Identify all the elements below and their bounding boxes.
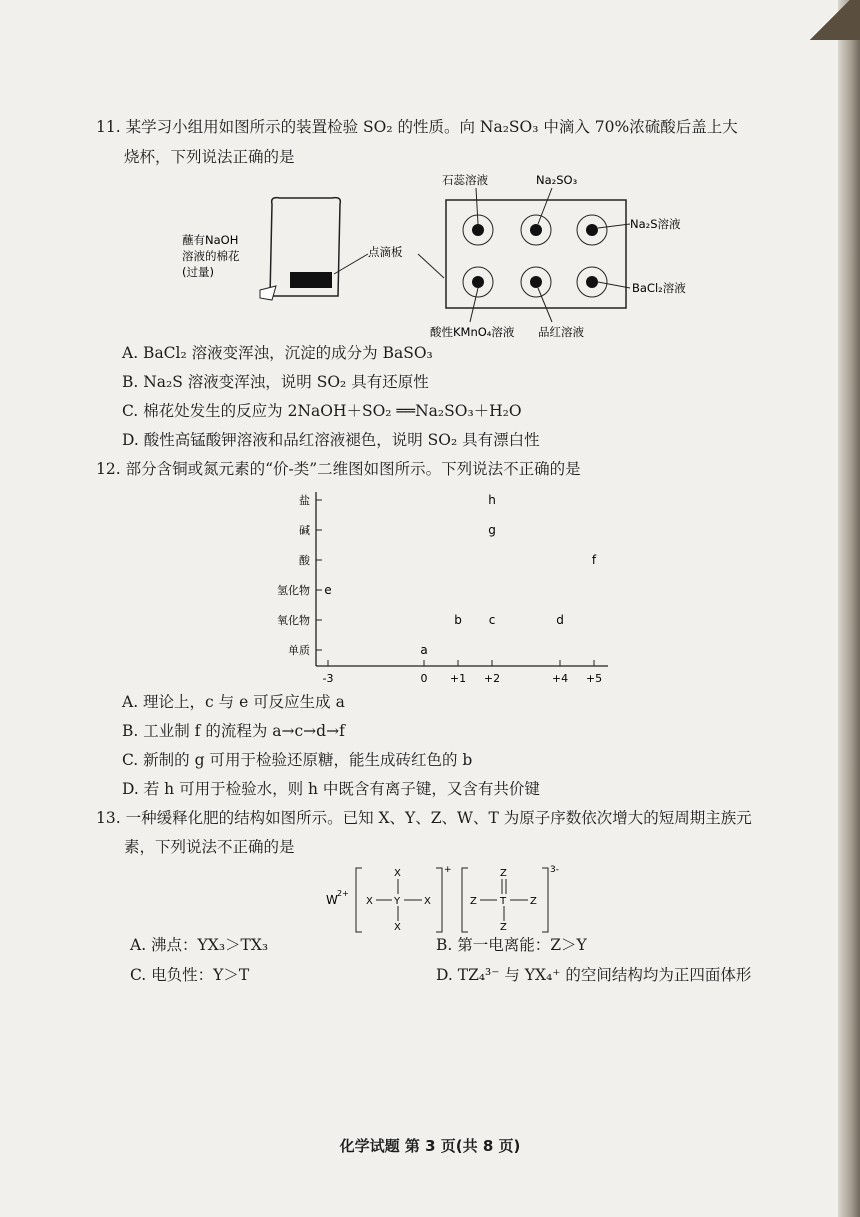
well-label-litmus: 石蕊溶液 [442, 173, 488, 187]
anion-charge: 3- [550, 865, 559, 875]
page-corner-shadow [800, 0, 860, 40]
well-bacl2 [577, 267, 607, 297]
plate-pointer-right [418, 254, 444, 278]
well-label-kmno4: 酸性KMnO₄溶液 [430, 325, 515, 339]
y-tick-label: 氢化物 [277, 584, 310, 597]
q13-option-b: B. 第一电离能：Z＞Y [436, 936, 587, 954]
point-d: d [556, 613, 564, 627]
x-tick-label: 0 [420, 672, 428, 685]
q12-option-c: C. 新制的 g 可用于检验还原糖，能生成砖红色的 b [122, 751, 473, 769]
q13-structure-figure [320, 860, 580, 940]
well-label-na2s: Na₂S溶液 [630, 217, 681, 231]
anion-bracket-right [542, 868, 548, 932]
cation-x-bottom: X [394, 922, 401, 933]
anion-t-center: T [500, 896, 507, 907]
anion-bracket-left [462, 868, 468, 932]
q13-option-a: A. 沸点：YX₃＞TX₃ [130, 936, 269, 954]
cation-x-right: X [424, 896, 431, 907]
q12-option-d: D. 若 h 可用于检验水，则 h 中既含有离子键，又含有共价键 [122, 780, 540, 798]
cation-y-center: Y [394, 896, 401, 907]
cotton-label-line3: (过量) [182, 265, 214, 279]
x-tick-label: +1 [449, 672, 467, 685]
page-edge-shadow [838, 0, 860, 1217]
point-f: f [591, 553, 597, 567]
q11-option-b: B. Na₂S 溶液变浑浊，说明 SO₂ 具有还原性 [122, 373, 429, 391]
q11-option-a: A. BaCl₂ 溶液变浑浊，沉淀的成分为 BaSO₃ [122, 344, 433, 362]
point-c: c [488, 613, 496, 627]
leader-kmno4 [470, 288, 478, 322]
point-b: b [454, 613, 462, 627]
point-e: e [324, 583, 332, 597]
leader-litmus [476, 188, 478, 224]
cation-x-left: X [366, 896, 373, 907]
point-h: h [488, 493, 496, 507]
cation-bracket-left [356, 868, 362, 932]
q13-stem-line2: 素，下列说法不正确的是 [124, 838, 295, 856]
page-footer: 化学试题 第 3 页(共 8 页) [339, 1137, 521, 1155]
w-ion: W [326, 893, 338, 907]
point-a: a [420, 643, 428, 657]
cation-charge: + [444, 865, 452, 875]
x-tick-label: -3 [322, 672, 334, 685]
anion-z-bottom: Z [500, 922, 507, 933]
well-magenta [521, 267, 551, 297]
cation-x-top: X [394, 868, 401, 879]
y-tick-label: 单质 [288, 644, 310, 657]
y-tick-label: 氧化物 [277, 614, 310, 627]
plate-label: 点滴板 [368, 245, 403, 259]
q11-stem-line2: 烧杯，下列说法正确的是 [124, 148, 295, 166]
well-label-bacl2: BaCl₂溶液 [632, 281, 686, 295]
y-tick-label: 盐 [299, 494, 310, 507]
w-ion-charge: 2+ [337, 889, 349, 898]
q11-option-c: C. 棉花处发生的反应为 2NaOH＋SO₂ ══Na₂SO₃＋H₂O [122, 402, 522, 420]
leader-bacl2 [598, 282, 630, 288]
q12-valence-class-chart [270, 484, 630, 694]
anion-z-right: Z [530, 896, 537, 907]
leader-na2s [598, 224, 630, 228]
well-label-na2so3: Na₂SO₃ [536, 173, 578, 187]
q13-option-c: C. 电负性：Y＞T [130, 966, 250, 984]
spot-plate-in-beaker [290, 272, 332, 288]
point-g: g [488, 523, 496, 537]
q12-option-b: B. 工业制 f 的流程为 a→c→d→f [122, 722, 345, 740]
well-na2so3 [521, 215, 551, 245]
q11-apparatus-figure [180, 170, 720, 340]
cation-bracket-right [436, 868, 442, 932]
cotton-tip [260, 286, 276, 300]
x-tick-label: +2 [483, 672, 501, 685]
y-tick-label: 酸 [299, 554, 310, 567]
q12-option-a: A. 理论上，c 与 e 可反应生成 a [122, 693, 345, 711]
anion-z-top: Z [500, 868, 507, 879]
q13-stem-line1: 13. 一种缓释化肥的结构如图所示。已知 X、Y、Z、W、T 为原子序数依次增大的短周期主族元 [96, 809, 752, 827]
q11-option-d: D. 酸性高锰酸钾溶液和品红溶液褪色，说明 SO₂ 具有漂白性 [122, 431, 540, 449]
cotton-label-line1: 蘸有NaOH [182, 233, 239, 247]
anion-z-left: Z [470, 896, 477, 907]
leader-magenta [538, 288, 552, 322]
q13-option-d: D. TZ₄³⁻ 与 YX₄⁺ 的空间结构均为正四面体形 [436, 966, 752, 984]
well-label-magenta: 品红溶液 [538, 325, 584, 339]
q11-stem-line1: 11. 某学习小组用如图所示的装置检验 SO₂ 的性质。向 Na₂SO₃ 中滴入 70%浓硫酸后盖上大 [96, 118, 738, 136]
x-tick-label: +5 [585, 672, 603, 685]
well-na2s [577, 215, 607, 245]
well-kmno4 [463, 267, 493, 297]
q12-stem: 12. 部分含铜或氮元素的“价-类”二维图如图所示。下列说法不正确的是 [96, 460, 581, 478]
x-tick-label: +4 [551, 672, 569, 685]
cotton-label-line2: 溶液的棉花 [182, 249, 240, 263]
y-tick-label: 碱 [299, 524, 310, 537]
